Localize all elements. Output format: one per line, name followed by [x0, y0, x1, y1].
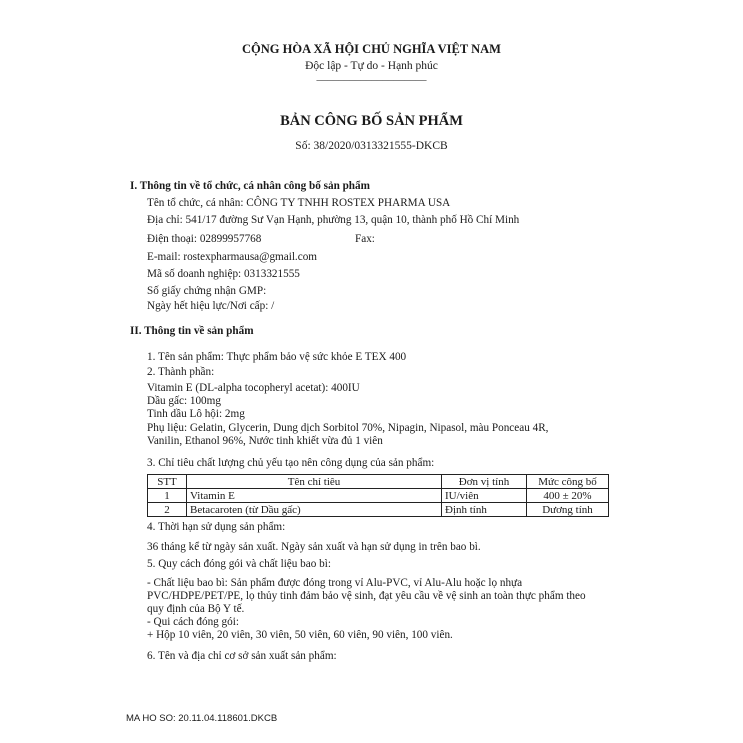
table-cell: Vitamin E — [187, 489, 442, 503]
table-cell: Định tính — [442, 503, 527, 517]
org-tax-code: Mã số doanh nghiệp: 0313321555 — [147, 268, 300, 280]
composition-line: Phụ liệu: Gelatin, Glycerin, Dung dịch Sorbitol 70%, Nipagin, Nipasol, màu Ponceau 4R, — [147, 422, 549, 434]
shelf-life-text: 36 tháng kể từ ngày sản xuất. Ngày sản xuất và hạn sử dụng in trên bao bì. — [147, 541, 481, 553]
shelf-life-title: 4. Thời hạn sử dụng sản phẩm: — [147, 521, 286, 533]
packaging-line: PVC/HDPE/PET/PE, lọ thủy tinh đảm bảo vệ sinh, đạt yêu cầu về vệ sinh an toàn thực phẩm theo — [147, 590, 586, 602]
table-cell: 2 — [148, 503, 187, 517]
packaging-title: 5. Quy cách đóng gói và chất liệu bao bì: — [147, 558, 331, 570]
table-header: STT — [148, 475, 187, 489]
gmp-number: Số giấy chứng nhận GMP: — [147, 285, 267, 297]
composition-line: Tinh dầu Lô hội: 2mg — [147, 408, 245, 420]
table-row — [148, 489, 609, 503]
org-phone: Điện thoại: 02899957768 — [147, 233, 262, 245]
table-cell: Dương tính — [527, 503, 609, 517]
manufacturer-title: 6. Tên và địa chỉ cơ sở sản xuất sản phẩm: — [147, 650, 337, 662]
table-header: Mức công bố — [527, 475, 609, 489]
org-fax: Fax: — [355, 233, 375, 245]
packaging-line: + Hộp 10 viên, 20 viên, 30 viên, 50 viên, 60 viên, 90 viên, 100 viên. — [147, 629, 453, 641]
country-header: CỘNG HÒA XÃ HỘI CHỦ NGHĨA VIỆT NAM — [242, 42, 501, 56]
table-header-row — [148, 475, 609, 489]
header-rule: ____________________ — [316, 70, 427, 82]
composition-line: Dầu gấc: 100mg — [147, 395, 221, 407]
section1-heading: I. Thông tin về tổ chức, cá nhân công bố sản phẩm — [130, 180, 370, 192]
quality-title: 3. Chỉ tiêu chất lượng chủ yếu tạo nên công dụng của sản phẩm: — [147, 457, 435, 469]
composition-line: Vanilin, Ethanol 96%, Nước tinh khiết vừa đủ 1 viên — [147, 435, 383, 447]
composition-title: 2. Thành phần: — [147, 366, 215, 378]
dossier-code: MA HO SO: 20.11.04.118601.DKCB — [126, 713, 278, 724]
table-cell: 400 ± 20% — [527, 489, 609, 503]
table-cell: Betacaroten (từ Dầu gấc) — [187, 503, 442, 517]
packaging-line: - Chất liệu bao bì: Sản phẩm được đóng trong vỉ Alu-PVC, vỉ Alu-Alu hoặc lọ nhựa — [147, 577, 523, 589]
composition-line: Vitamin E (DL-alpha tocopheryl acetat): 400IU — [147, 382, 360, 394]
org-address: Địa chỉ: 541/17 đường Sư Vạn Hạnh, phường 13, quận 10, thành phố Hồ Chí Minh — [147, 214, 520, 226]
document-title: BẢN CÔNG BỐ SẢN PHẨM — [280, 113, 463, 129]
quality-table — [147, 474, 609, 517]
table-row — [148, 503, 609, 517]
packaging-line: quy định của Bộ Y tế. — [147, 603, 245, 615]
motto: Độc lập - Tự do - Hạnh phúc — [305, 60, 438, 72]
table-header: Đơn vị tính — [442, 475, 527, 489]
org-email: E-mail: rostexpharmausa@gmail.com — [147, 251, 317, 263]
table-header: Tên chỉ tiêu — [187, 475, 442, 489]
org-name: Tên tổ chức, cá nhân: CÔNG TY TNHH ROSTEX PHARMA USA — [147, 197, 451, 209]
expiry-issuer: Ngày hết hiệu lực/Nơi cấp: / — [147, 300, 275, 312]
table-cell: IU/viên — [442, 489, 527, 503]
document-number: Số: 38/2020/0313321555-DKCB — [295, 140, 448, 152]
product-name: 1. Tên sản phẩm: Thực phẩm bảo vệ sức khỏe E TEX 400 — [147, 351, 407, 363]
table-cell: 1 — [148, 489, 187, 503]
packaging-line: - Qui cách đóng gói: — [147, 616, 239, 628]
section2-heading: II. Thông tin về sản phẩm — [130, 325, 254, 337]
